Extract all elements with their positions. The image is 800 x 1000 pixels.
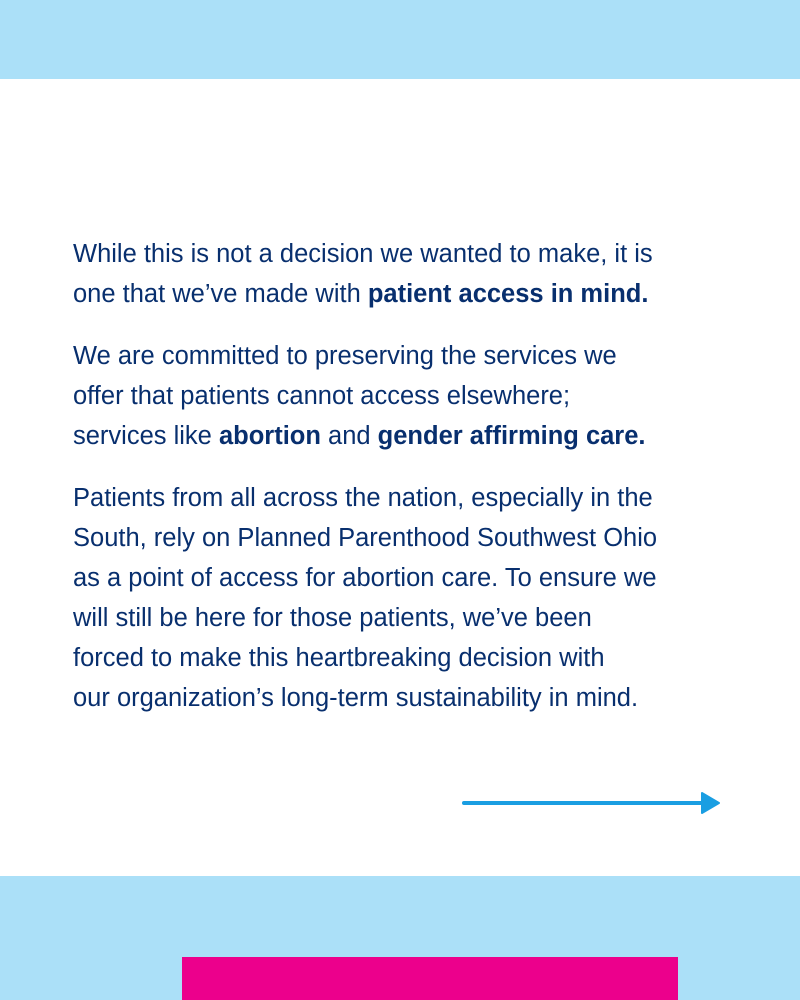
emphasis-gender-affirming-care: gender affirming care. (377, 422, 646, 450)
text-line (73, 274, 743, 314)
text-line: While this is not a decision we wanted to make, it is (73, 240, 653, 268)
right-arrow-icon[interactable] (462, 790, 724, 816)
paragraph-patients (73, 478, 743, 718)
arrow-head (702, 793, 719, 813)
paragraph-decision (73, 234, 743, 314)
text-line: We are committed to preserving the services we (73, 342, 617, 370)
text-line: our organization’s long-term sustainability in mind. (73, 684, 639, 712)
statement-text (73, 234, 743, 740)
text-line: forced to make this heartbreaking decision with (73, 644, 605, 672)
text-segment: and (320, 422, 378, 450)
text-line (73, 416, 743, 456)
text-segment: services like (73, 422, 219, 450)
text-line: South, rely on Planned Parenthood Southwest Ohio (73, 524, 658, 552)
paragraph-commitment (73, 336, 743, 456)
top-banner (0, 0, 800, 79)
text-line: will still be here for those patients, we’ve been (73, 604, 592, 632)
emphasis-abortion: abortion (218, 422, 321, 450)
text-segment: one that we’ve made with (73, 280, 368, 308)
text-line: Patients from all across the nation, especially in the (73, 484, 653, 512)
accent-bar (182, 957, 678, 1000)
text-line: as a point of access for abortion care. To ensure we (73, 564, 657, 592)
text-line: offer that patients cannot access elsewhere; (73, 382, 571, 410)
emphasis-patient-access: patient access in mind. (367, 280, 649, 308)
